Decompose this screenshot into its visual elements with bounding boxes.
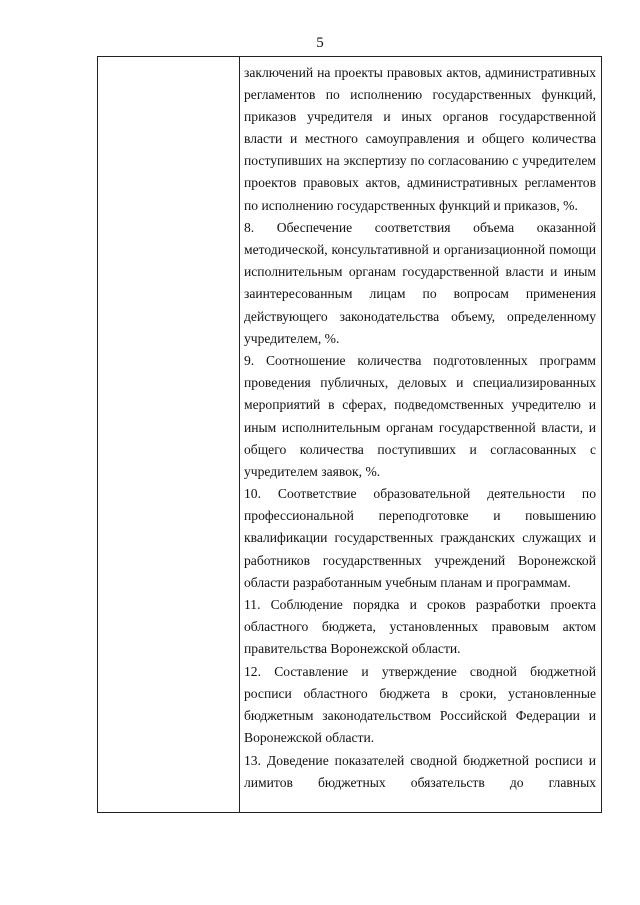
paragraph-item-10: 10. Соответствие образовательной деятельности по профессиональной переподготовке и повышению квалификации государственных гражданских служащих и работников государственных учреждений Воронежской области разработанным учебным планам и программам.	[244, 486, 596, 590]
table-row	[98, 57, 602, 813]
paragraph-item-8: 8. Обеспечение соответствия объема оказанной методической, консультативной и организационной помощи исполнительным органам государственной власти и иным заинтересованным лицам по вопросам применения действующего законодательства объему, определенному учредителем, %.	[244, 220, 596, 346]
paragraph-item-13: 13. Доведение показателей сводной бюджетной росписи и лимитов бюджетных обязательств до главных	[244, 752, 596, 790]
table-cell-left	[98, 57, 240, 813]
table-cell-right	[240, 57, 602, 813]
paragraph-continuation: заключений на проекты правовых актов, административных регламентов по исполнению государственных функций, приказов учредителя и иных органов государственной власти и местного самоуправления и общего количества поступивших на экспертизу по согласованию с учредителем проектов правовых актов, административных регламентов по исполнению государственных функций и приказов, %.	[244, 65, 596, 213]
page-number: 5	[316, 35, 324, 51]
paragraph-item-11: 11. Соблюдение порядка и сроков разработки проекта областного бюджета, установленных правовым актом правительства Воронежской области.	[244, 597, 596, 657]
paragraph-item-12: 12. Составление и утверждение сводной бюджетной росписи областного бюджета в сроки, установленные бюджетным законодательством Российской Федерации и Воронежской области.	[244, 664, 596, 746]
paragraph-item-9: 9. Соотношение количества подготовленных программ проведения публичных, деловых и специализированных мероприятий в сферах, подведомственных учредителю и иным исполнительным органам государственной власти, и общего количества поступивших и согласованных с учредителем заявок, %.	[244, 353, 596, 479]
document-table	[97, 56, 602, 813]
